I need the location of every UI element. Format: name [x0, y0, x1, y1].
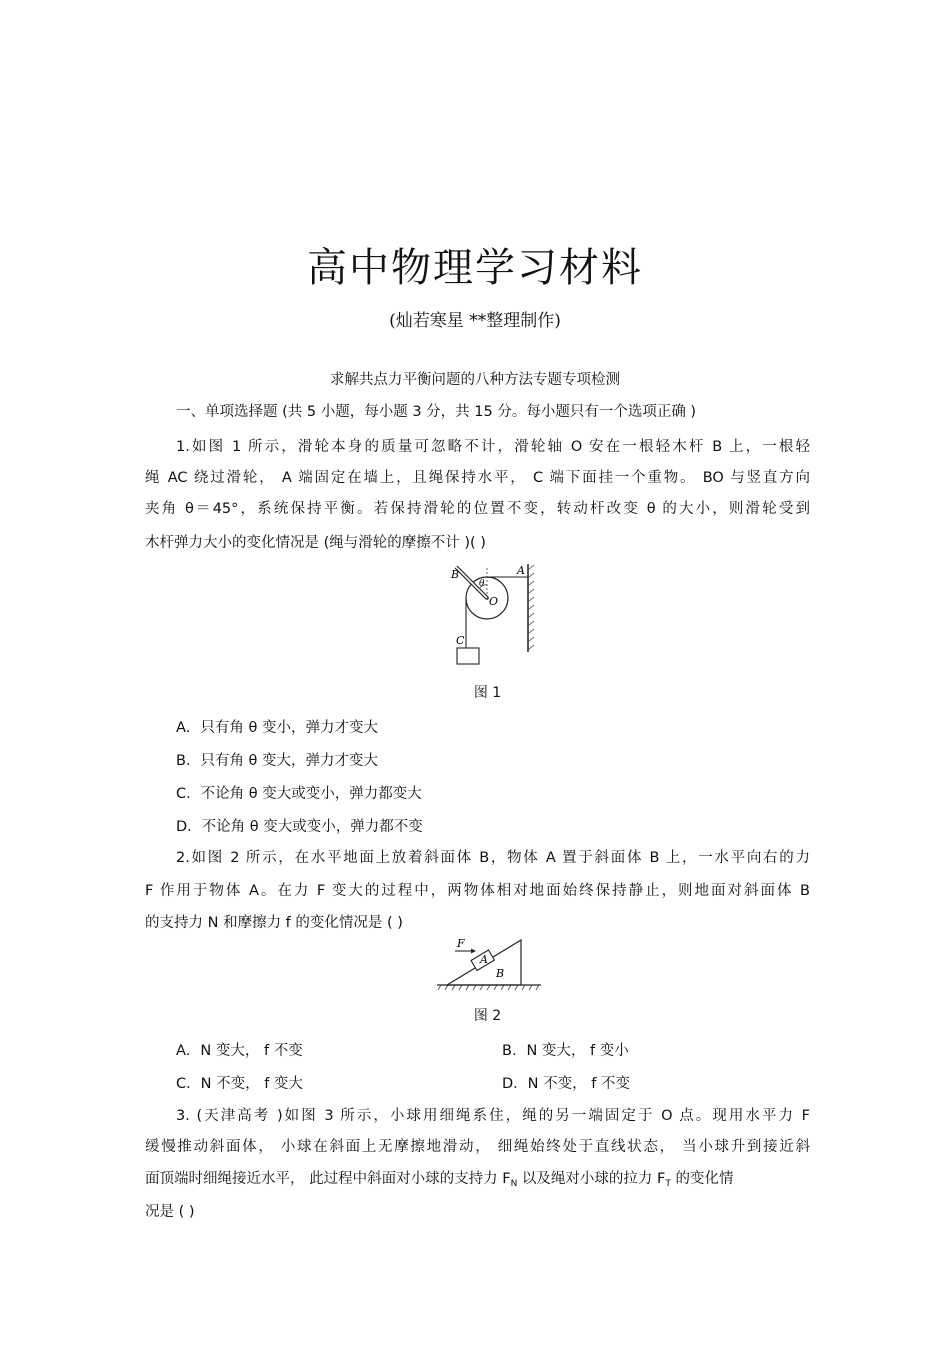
- q1-option-c: C．不论角 θ 变大或变小，弹力都变大: [176, 786, 422, 802]
- section-title: 求解共点力平衡问题的八种方法专题专项检测: [330, 372, 620, 388]
- label-f: F: [457, 937, 465, 950]
- label-b: B: [451, 568, 460, 581]
- label-b2: B: [496, 967, 505, 980]
- figure-2-incline-diagram: [433, 935, 545, 993]
- subscript-t: T: [665, 1179, 671, 1189]
- q3-line-3-part-b: 以及绳对小球的拉力 F: [517, 1171, 666, 1187]
- q1-line-2: 绳 AC 绕过滑轮， A 端固定在墙上，且绳保持水平， C 端下面挂一个重物。 BO 与竖直方向: [145, 470, 810, 486]
- label-a: A: [517, 564, 525, 577]
- label-c: C: [456, 634, 465, 647]
- q2-option-c: C．N 不变， f 变大: [176, 1076, 303, 1092]
- figure-1-caption: 图 1: [473, 685, 502, 701]
- q1-option-b: B．只有角 θ 变大，弹力才变大: [176, 753, 379, 769]
- subscript-n: N: [510, 1179, 518, 1189]
- q2-line-2: F 作用于物体 A。在力 F 变大的过程中，两物体相对地面始终保持静止，则地面对斜面体 B: [145, 883, 810, 899]
- q1-line-4: 木杆弹力大小的变化情况是 (绳与滑轮的摩擦不计 )( ): [145, 535, 486, 551]
- page-subtitle: (灿若寒星 **整理制作): [389, 311, 561, 331]
- part1-heading: 一、单项选择题 (共 5 小题，每小题 3 分，共 15 分。每小题只有一个选项正确 ): [176, 404, 697, 420]
- q3-line-3-part-a: 面顶端时细绳接近水平， 此过程中斜面对小球的支持力 F: [145, 1171, 511, 1187]
- q1-line-3: 夹角 θ＝45°，系统保持平衡。若保持滑轮的位置不变，转动杆改变 θ 的大小，则滑轮受到: [145, 501, 810, 517]
- q1-line-1: 1.如图 1 所示，滑轮本身的质量可忽略不计，滑轮轴 O 安在一根轻木杆 B 上，一根轻: [176, 439, 810, 455]
- figure-1-pulley-diagram: [440, 560, 540, 670]
- q1-option-a: A．只有角 θ 变小，弹力才变大: [176, 720, 379, 736]
- label-a2: A: [480, 953, 488, 966]
- hanging-weight: [457, 648, 479, 664]
- q2-option-d: D．N 不变， f 不变: [502, 1076, 630, 1092]
- q3-line-3-part-c: 的变化情: [670, 1171, 734, 1187]
- q3-line-3: [145, 1167, 810, 1189]
- q2-option-a: A．N 变大， f 不变: [176, 1043, 303, 1059]
- q1-option-d: D．不论角 θ 变大或变小，弹力都不变: [176, 819, 423, 835]
- page-title: 高中物理学习材料: [307, 245, 643, 291]
- label-theta: θ: [479, 579, 485, 589]
- ground-hatching: [438, 985, 539, 990]
- q3-line-2: 缓慢推动斜面体， 小球在斜面上无摩擦地滑动， 细绳始终处于直线状态， 当小球升到接近斜: [145, 1139, 810, 1155]
- wall-hatching: [528, 565, 534, 650]
- label-o: O: [489, 595, 499, 608]
- figure-2-caption: 图 2: [473, 1008, 502, 1024]
- q2-option-b: B．N 变大， f 变小: [502, 1043, 629, 1059]
- q3-line-4: 况是 ( ): [145, 1204, 195, 1220]
- q2-line-3: 的支持力 N 和摩擦力 f 的变化情况是 ( ): [145, 915, 403, 931]
- q2-line-1: 2.如图 2 所示，在水平地面上放着斜面体 B，物体 A 置于斜面体 B 上，一水平向右的力: [176, 850, 810, 866]
- q3-line-1: 3. (天津高考 )如图 3 所示，小球用细绳系住，绳的另一端固定于 O 点。现用水平力 F: [176, 1108, 810, 1124]
